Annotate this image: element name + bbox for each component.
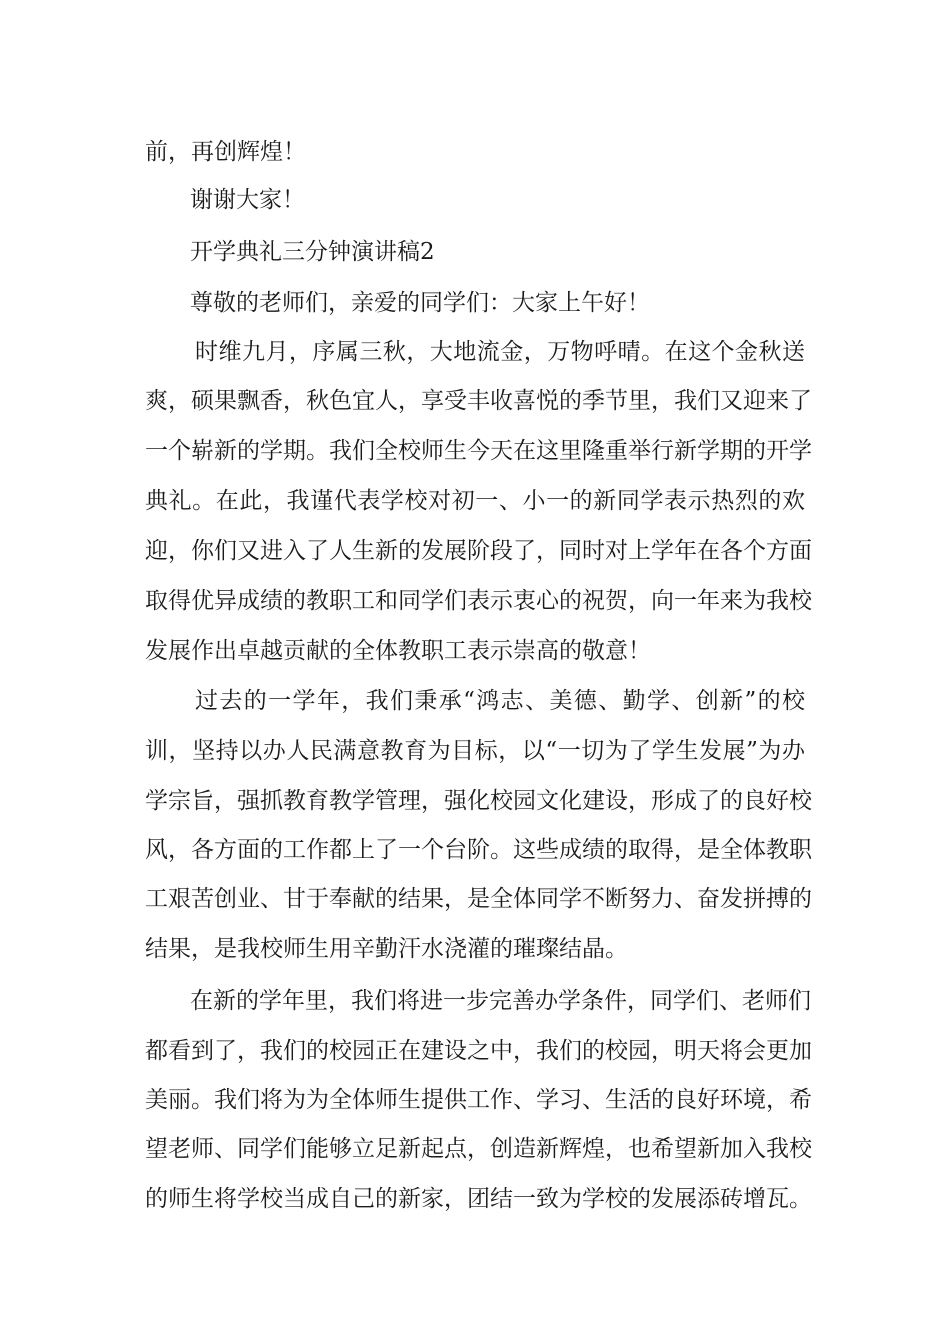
text-line: 谢谢大家！ bbox=[190, 187, 305, 213]
text-line: 发展作出卓越贡献的全体教职工表示崇高的敬意！ bbox=[145, 638, 651, 664]
text-line: 过去的一学年，我们秉承“鸿志、美德、勤学、创新”的校 bbox=[195, 688, 805, 714]
text-line: 尊敬的老师们，亲爱的同学们：大家上午好！ bbox=[190, 290, 650, 316]
text-line: 的师生将学校当成自己的新家，团结一致为学校的发展添砖增瓦。 bbox=[145, 1186, 812, 1212]
text-line: 时维九月，序属三秋，大地流金，万物呼晴。在这个金秋送 bbox=[195, 339, 805, 365]
text-line: 取得优异成绩的教职工和同学们表示衷心的祝贺，向一年来为我校 bbox=[145, 588, 812, 614]
text-line: 在新的学年里，我们将进一步完善办学条件，同学们、老师们 bbox=[190, 988, 811, 1014]
text-line: 都看到了，我们的校园正在建设之中，我们的校园，明天将会更加 bbox=[145, 1038, 812, 1064]
text-line: 训，坚持以办人民满意教育为目标，以“一切为了学生发展”为办 bbox=[145, 738, 805, 764]
document-subtitle: 开学典礼三分钟演讲稿2 bbox=[190, 239, 435, 265]
text-line: 美丽。我们将为为全体师生提供工作、学习、生活的良好环境，希 bbox=[145, 1087, 812, 1113]
text-line: 风，各方面的工作都上了一个台阶。这些成绩的取得，是全体教职 bbox=[145, 837, 812, 863]
text-line: 结果，是我校师生用辛勤汗水浇灌的璀璨结晶。 bbox=[145, 936, 628, 962]
text-line: 爽，硕果飘香，秋色宜人，享受丰收喜悦的季节里，我们又迎来了 bbox=[145, 388, 812, 414]
text-line: 一个崭新的学期。我们全校师生今天在这里隆重举行新学期的开学 bbox=[145, 438, 812, 464]
text-line: 学宗旨，强抓教育教学管理，强化校园文化建设，形成了的良好校 bbox=[145, 788, 812, 814]
text-line: 迎，你们又进入了人生新的发展阶段了，同时对上学年在各个方面 bbox=[145, 538, 812, 564]
text-line: 工艰苦创业、甘于奉献的结果，是全体同学不断努力、奋发拼搏的 bbox=[145, 886, 812, 912]
text-line: 典礼。在此，我谨代表学校对初一、小一的新同学表示热烈的欢 bbox=[145, 488, 805, 514]
text-line: 前，再创辉煌！ bbox=[145, 139, 306, 165]
text-line: 望老师、同学们能够立足新起点，创造新辉煌，也希望新加入我校 bbox=[145, 1136, 812, 1162]
